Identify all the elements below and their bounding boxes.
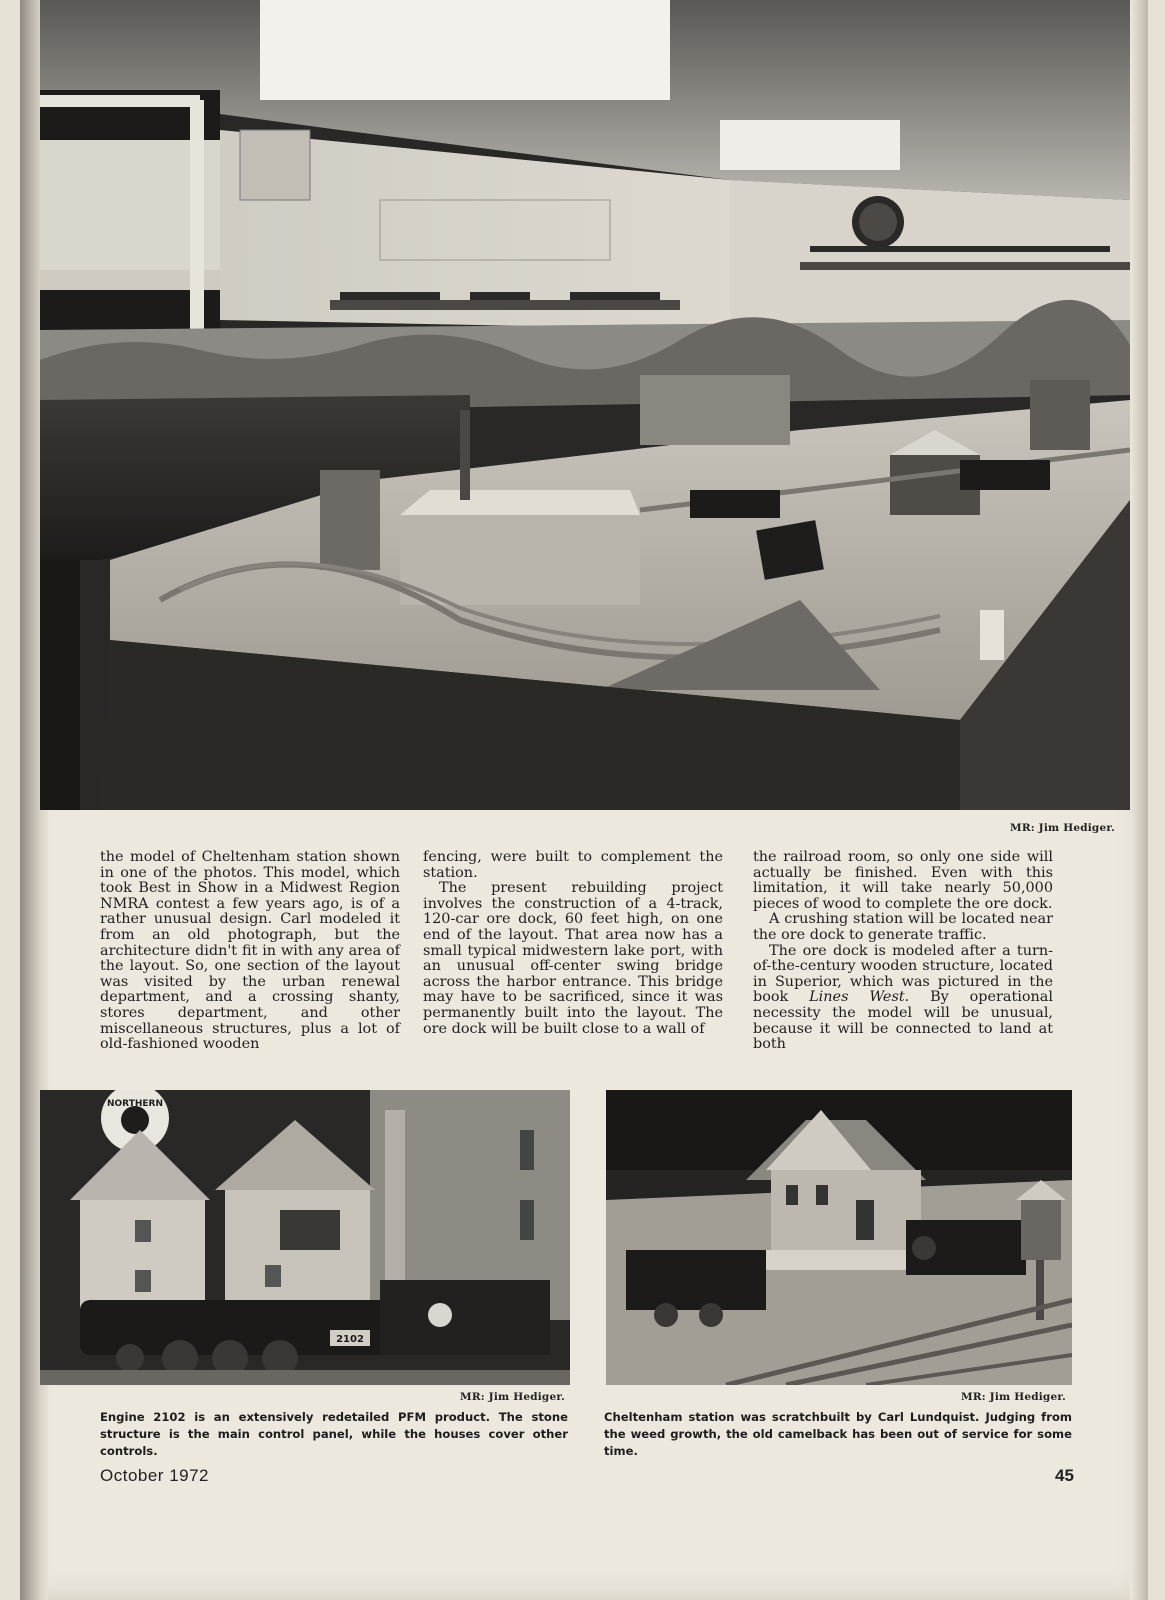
book-title: Lines West: [809, 989, 905, 1006]
column-3-paragraph-2: A crushing station will be located near the ore dock to generate traffic.: [753, 911, 1053, 943]
right-photo-caption: Cheltenham station was scratchbuilt by Carl Lundquist. Judging from the weed growth, the old camelback has been out of service for some time.: [604, 1410, 1072, 1458]
page-edge: [1130, 0, 1148, 1600]
text-column-2: [423, 850, 723, 1037]
column-3-paragraph-3: The ore dock is modeled after a turn-of-the-century wooden structure, located in Superior, which was pictured in the book Lines West. By operational necessity the model will be unusual, because it will be connected to land at both: [753, 942, 1053, 1053]
column-3-paragraph-1: the railroad room, so only one side will actually be finished. Even with this limitation, it will take nearly 50,000 pieces of wood to complete the ore dock.: [753, 849, 1053, 912]
left-photo-credit: MR: Jim Hediger.: [460, 1391, 565, 1403]
engine-2102-photo: [40, 1090, 570, 1385]
cheltenham-station-photo: [606, 1090, 1072, 1385]
top-photo-credit: MR: Jim Hediger.: [1010, 822, 1115, 834]
engine-number: 2102: [336, 1334, 364, 1345]
page-number: 45: [1055, 1466, 1074, 1485]
text-column-1: [100, 850, 400, 1053]
column-2-paragraph-1: fencing, were built to complement the station.: [423, 849, 723, 881]
column-1-paragraph-1: the model of Cheltenham station shown in one of the photos. This model, which took Best in Show in a Midwest Region NMRA contest a few years ago, is of a rather unusual design. Carl modeled it from an old photograph, but the architecture didn't fit in with any area of the layout. So, one section of the layout was visited by the urban renewal department, and a crossing shanty, stores department, and other miscellaneous structures, plus a lot of old-fashioned wooden: [100, 849, 400, 1053]
right-photo-credit: MR: Jim Hediger.: [961, 1391, 1066, 1403]
left-photo-caption: Engine 2102 is an extensively redetailed PFM product. The stone structure is the main control panel, while the houses cover other controls.: [100, 1410, 568, 1458]
text-column-3: [753, 850, 1053, 1053]
logo-text: NORTHERN: [107, 1099, 163, 1109]
column-2-paragraph-2: The present rebuilding project involves the construction of a 4-track, 120-car ore dock, 60 feet high, on one end of the layout. That area now has a small typical midwestern lake port, with an unusual off-center swing bridge across the harbor entrance. This bridge may have to be sacrificed, since it was permanently built into the layout. The ore dock will be built close to a wall of: [423, 880, 723, 1037]
issue-date: October 1972: [100, 1466, 210, 1485]
top-layout-photo: [40, 0, 1130, 810]
